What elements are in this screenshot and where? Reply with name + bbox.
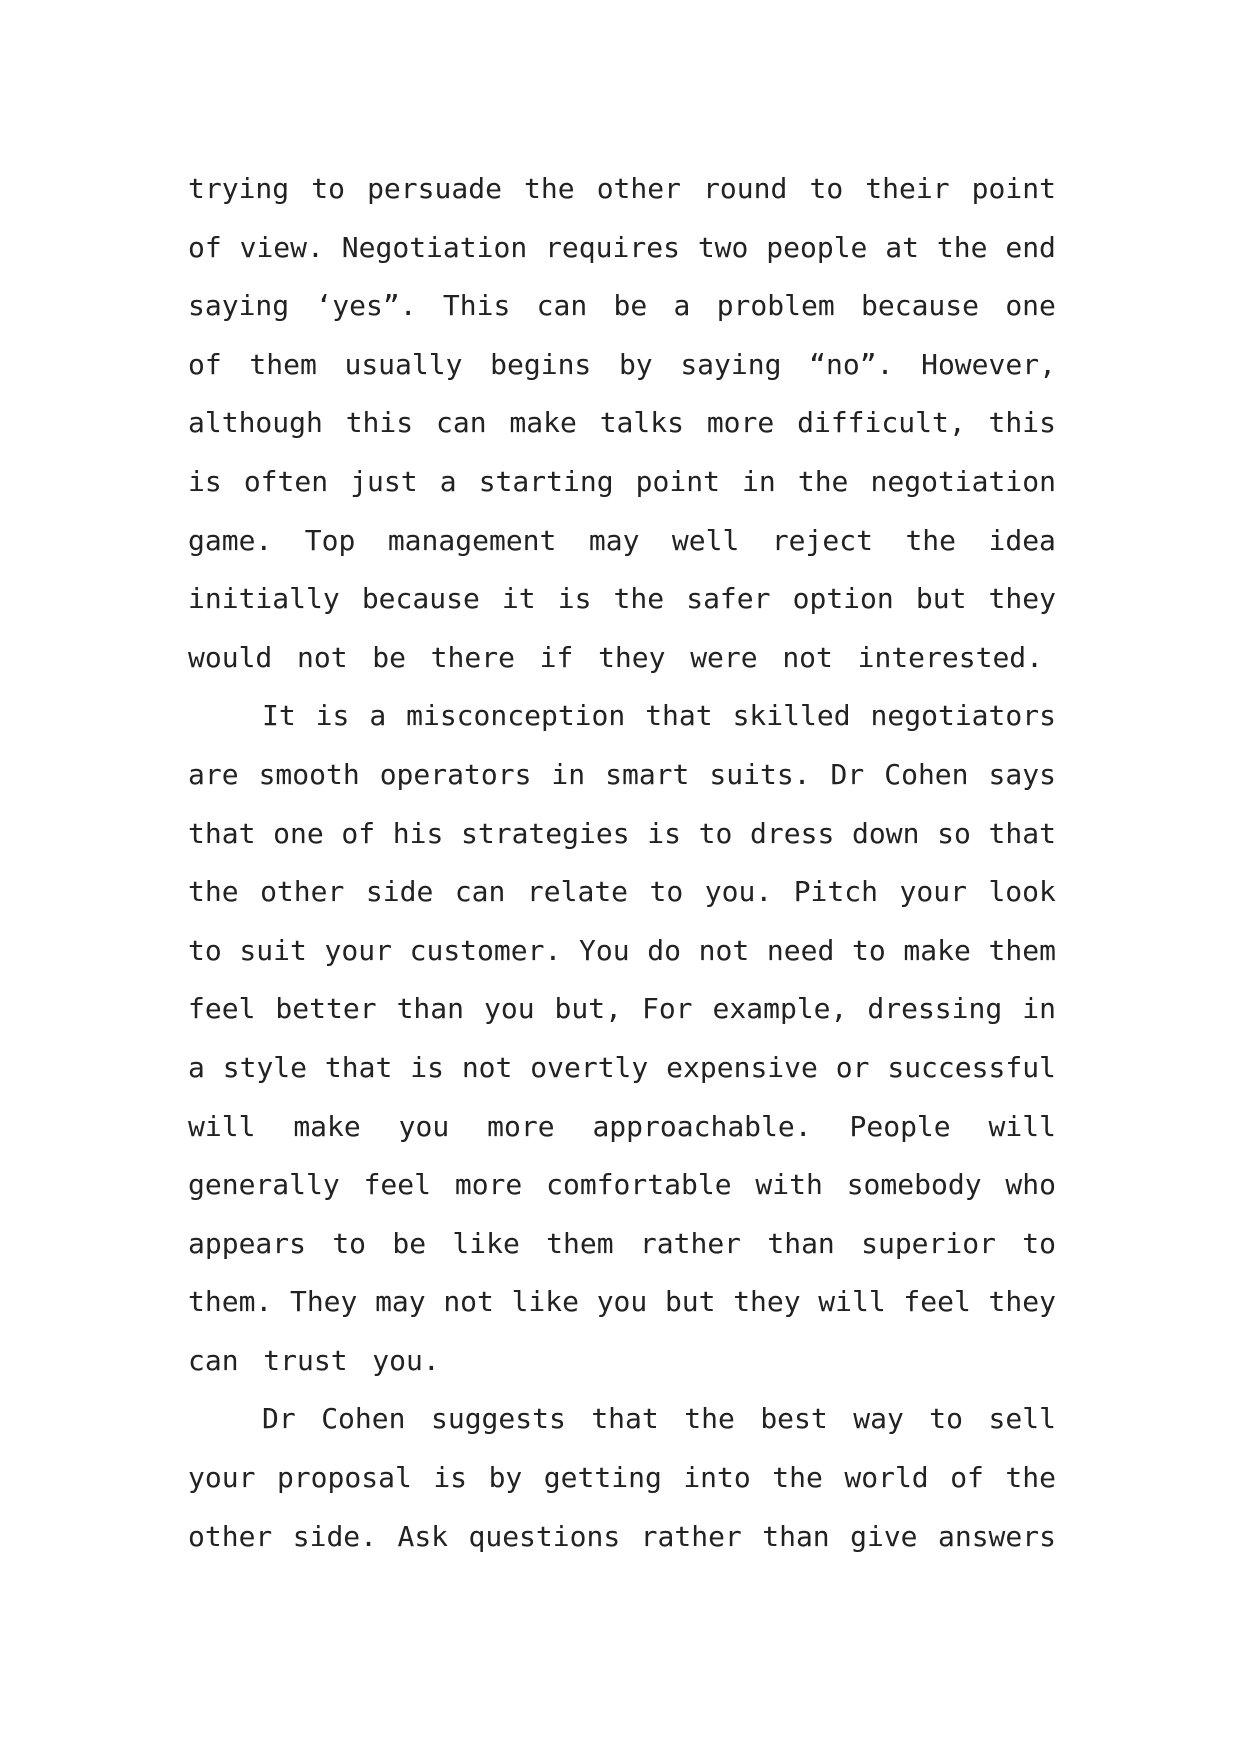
word: you <box>398 1109 450 1143</box>
word: they <box>988 582 1056 616</box>
text-line <box>188 1273 1056 1332</box>
word: way <box>853 1402 904 1436</box>
word: make <box>903 933 971 967</box>
word: they <box>988 1285 1056 1319</box>
word: is <box>410 1050 444 1084</box>
word: will <box>818 1285 886 1319</box>
word: superior <box>861 1226 996 1260</box>
word: that <box>988 816 1056 850</box>
body-text <box>188 160 1056 1566</box>
word: a <box>673 289 691 323</box>
word: will <box>988 1109 1056 1143</box>
text-line <box>188 1215 1056 1274</box>
word: so <box>937 816 971 850</box>
word: better <box>275 992 377 1026</box>
word: Dr <box>830 757 865 791</box>
word: the <box>188 875 239 909</box>
word: may <box>375 1285 426 1319</box>
word: but <box>915 582 967 616</box>
word: or <box>835 1050 870 1084</box>
word: option <box>792 582 894 616</box>
word: It <box>262 699 296 733</box>
word: ‘yes”. <box>315 289 417 323</box>
word: the <box>797 464 849 498</box>
word: “no”. <box>809 347 894 381</box>
word: For <box>641 992 693 1026</box>
word: to <box>332 1226 367 1260</box>
word: the <box>936 230 988 264</box>
text-line <box>188 394 1056 453</box>
word: reject <box>771 523 873 557</box>
word: because <box>861 289 980 323</box>
paragraph-2 <box>188 687 1056 1390</box>
word: a <box>439 464 457 498</box>
word: safer <box>686 582 771 616</box>
word: management <box>387 523 557 557</box>
word: smooth <box>258 757 360 791</box>
word: by <box>488 1461 523 1495</box>
text-line <box>188 922 1056 981</box>
word: the <box>1005 1461 1056 1495</box>
word: sell <box>988 1402 1056 1436</box>
word: of <box>341 816 376 850</box>
word: to <box>188 933 222 967</box>
word: give <box>850 1519 918 1553</box>
word: game. <box>188 523 273 557</box>
word: the <box>772 1461 823 1495</box>
word: you <box>483 992 535 1026</box>
word: end <box>1005 230 1056 264</box>
word: one <box>1005 289 1056 323</box>
word: is <box>315 699 350 733</box>
word: the <box>524 172 575 205</box>
word: in <box>742 464 776 498</box>
word: more <box>706 406 775 440</box>
word: starting <box>478 464 614 498</box>
text-line <box>188 219 1056 278</box>
text-line <box>188 1098 1056 1157</box>
word: make <box>509 406 577 440</box>
word: than <box>767 1226 835 1260</box>
text-line <box>188 1039 1056 1098</box>
text-line <box>188 687 1056 746</box>
word: that <box>188 816 256 850</box>
word: style <box>222 1050 308 1084</box>
word: it <box>501 582 536 616</box>
word: your <box>899 875 967 909</box>
word: view. <box>239 230 324 264</box>
word: is <box>647 816 681 850</box>
word: They <box>289 1285 358 1319</box>
word: This <box>442 289 511 323</box>
word: rather <box>639 1226 742 1260</box>
word: in <box>1022 992 1056 1026</box>
word: suit <box>239 933 307 967</box>
word: generally <box>188 1168 340 1202</box>
text-line <box>188 1390 1056 1449</box>
word: them <box>988 933 1056 967</box>
text-line <box>188 805 1056 864</box>
word: can <box>435 406 487 440</box>
text-line <box>188 746 1056 805</box>
word: by <box>618 347 653 381</box>
word: saying <box>680 347 782 381</box>
word: suggests <box>430 1402 566 1436</box>
word: often <box>243 464 329 498</box>
text-line: can trust you. <box>188 1343 440 1377</box>
word: to <box>311 172 345 205</box>
text-line <box>188 1156 1056 1215</box>
word: point <box>971 172 1056 205</box>
word: than <box>762 1519 830 1553</box>
word: trying <box>188 172 290 205</box>
word: negotiators <box>870 699 1056 733</box>
word: like <box>452 1226 520 1260</box>
word: their <box>865 172 950 205</box>
word: feel <box>363 1168 431 1202</box>
word: answers <box>937 1519 1056 1553</box>
word: two <box>697 230 749 264</box>
word: example, <box>712 992 848 1026</box>
word: to <box>809 172 844 205</box>
word: However, <box>921 347 1056 381</box>
word: idea <box>988 523 1056 557</box>
word: is <box>188 464 222 498</box>
word: than <box>396 992 464 1026</box>
word: smart <box>605 757 690 791</box>
word: with <box>755 1168 823 1202</box>
word: but <box>664 1285 716 1319</box>
word: requires <box>545 230 680 264</box>
word: side. <box>292 1519 378 1553</box>
word: comfortable <box>546 1168 732 1202</box>
word: not <box>698 933 750 967</box>
word: says <box>988 757 1056 791</box>
word: overtly <box>530 1050 649 1084</box>
word: can <box>536 289 588 323</box>
word: them <box>249 347 317 381</box>
word: Negotiation <box>341 230 528 264</box>
word: Top <box>304 523 356 557</box>
word: you <box>596 1285 648 1319</box>
text-line <box>188 863 1056 922</box>
word: of <box>188 347 222 381</box>
word: best <box>760 1402 828 1436</box>
word: you. <box>704 875 773 909</box>
word: his <box>392 816 444 850</box>
word: problem <box>716 289 835 323</box>
word: can <box>454 875 506 909</box>
text-line <box>188 160 1056 219</box>
word: be <box>392 1226 427 1260</box>
word: of <box>188 230 222 264</box>
word: side <box>365 875 434 909</box>
word: other <box>260 875 345 909</box>
text-line <box>188 453 1056 512</box>
word: your <box>324 933 392 967</box>
word: to <box>852 933 886 967</box>
word: getting <box>543 1461 662 1495</box>
word: is <box>557 582 592 616</box>
word: Ask <box>397 1519 449 1553</box>
word: will <box>188 1109 256 1143</box>
word: that <box>324 1050 393 1084</box>
word: People <box>849 1109 951 1143</box>
word: feel <box>188 992 256 1026</box>
word: your <box>188 1461 256 1495</box>
word: somebody <box>846 1168 982 1202</box>
word: rather <box>640 1519 742 1553</box>
word: in <box>551 757 586 791</box>
word: although <box>188 406 323 440</box>
text-line <box>188 980 1056 1039</box>
word: begins <box>490 347 592 381</box>
word: other <box>188 1519 273 1553</box>
word: the <box>613 582 665 616</box>
word: dress <box>750 816 835 850</box>
word: at <box>885 230 920 264</box>
word: of <box>950 1461 984 1495</box>
word: not <box>461 1050 513 1084</box>
word: persuade <box>367 172 502 205</box>
word: strategies <box>461 816 630 850</box>
text-line <box>188 336 1056 395</box>
word: they <box>733 1285 801 1319</box>
word: is <box>433 1461 468 1495</box>
text-line <box>188 1449 1056 1508</box>
word: to <box>1022 1226 1056 1260</box>
word: round <box>703 172 788 205</box>
word: one <box>273 816 324 850</box>
word: into <box>683 1461 751 1495</box>
word: do <box>647 933 681 967</box>
word: skilled <box>732 699 851 733</box>
word: just <box>350 464 418 498</box>
word: the <box>905 523 957 557</box>
word: because <box>361 582 480 616</box>
word: that <box>645 699 713 733</box>
word: proposal <box>276 1461 412 1495</box>
word: make <box>293 1109 361 1143</box>
word: them <box>546 1226 614 1260</box>
word: Cohen <box>884 757 969 791</box>
word: negotiation <box>870 464 1056 498</box>
word: to <box>698 816 733 850</box>
word: successful <box>887 1050 1056 1084</box>
word: people <box>766 230 868 264</box>
word: difficult, <box>797 406 966 440</box>
text-line: would not be there if they were not interested. <box>188 640 1044 674</box>
word: who <box>1005 1168 1056 1202</box>
word: approachable. <box>592 1109 812 1143</box>
word: to <box>649 875 684 909</box>
word: down <box>852 816 920 850</box>
word: the <box>684 1402 735 1436</box>
word: well <box>671 523 740 557</box>
paragraph-1 <box>188 160 1056 687</box>
word: usually <box>344 347 463 381</box>
word: be <box>613 289 648 323</box>
word: look <box>988 875 1056 909</box>
word: talks <box>599 406 684 440</box>
word: relate <box>526 875 629 909</box>
word: world <box>844 1461 929 1495</box>
word: them. <box>188 1285 273 1319</box>
word: like <box>511 1285 580 1319</box>
word: questions <box>468 1519 621 1553</box>
word: misconception <box>406 699 626 733</box>
word: to <box>929 1402 964 1436</box>
word: Dr <box>262 1402 296 1436</box>
word: are <box>188 757 239 791</box>
word: expensive <box>666 1050 818 1084</box>
word: may <box>588 523 640 557</box>
word: not <box>443 1285 494 1319</box>
word: this <box>988 406 1056 440</box>
word: a <box>369 699 387 733</box>
word: Cohen <box>321 1402 406 1436</box>
word: dressing <box>867 992 1003 1026</box>
paragraph-3 <box>188 1390 1056 1566</box>
word: customer. <box>409 933 562 967</box>
word: more <box>454 1168 523 1202</box>
word: initially <box>188 582 340 616</box>
word: but, <box>554 992 622 1026</box>
text-line <box>188 277 1056 336</box>
text-line <box>188 570 1056 629</box>
word: other <box>596 172 681 205</box>
word: this <box>345 406 414 440</box>
text-line <box>188 1508 1056 1567</box>
word: feel <box>903 1285 971 1319</box>
word: a <box>188 1050 205 1084</box>
word: need <box>766 933 835 967</box>
word: that <box>591 1402 659 1436</box>
word: more <box>487 1109 555 1143</box>
word: saying <box>188 289 290 323</box>
word: Pitch <box>793 875 878 909</box>
word: operators <box>379 757 532 791</box>
word: suits. <box>709 757 811 791</box>
word: You <box>579 933 630 967</box>
text-line <box>188 512 1056 571</box>
word: point <box>635 464 720 498</box>
word: appears <box>188 1226 307 1260</box>
